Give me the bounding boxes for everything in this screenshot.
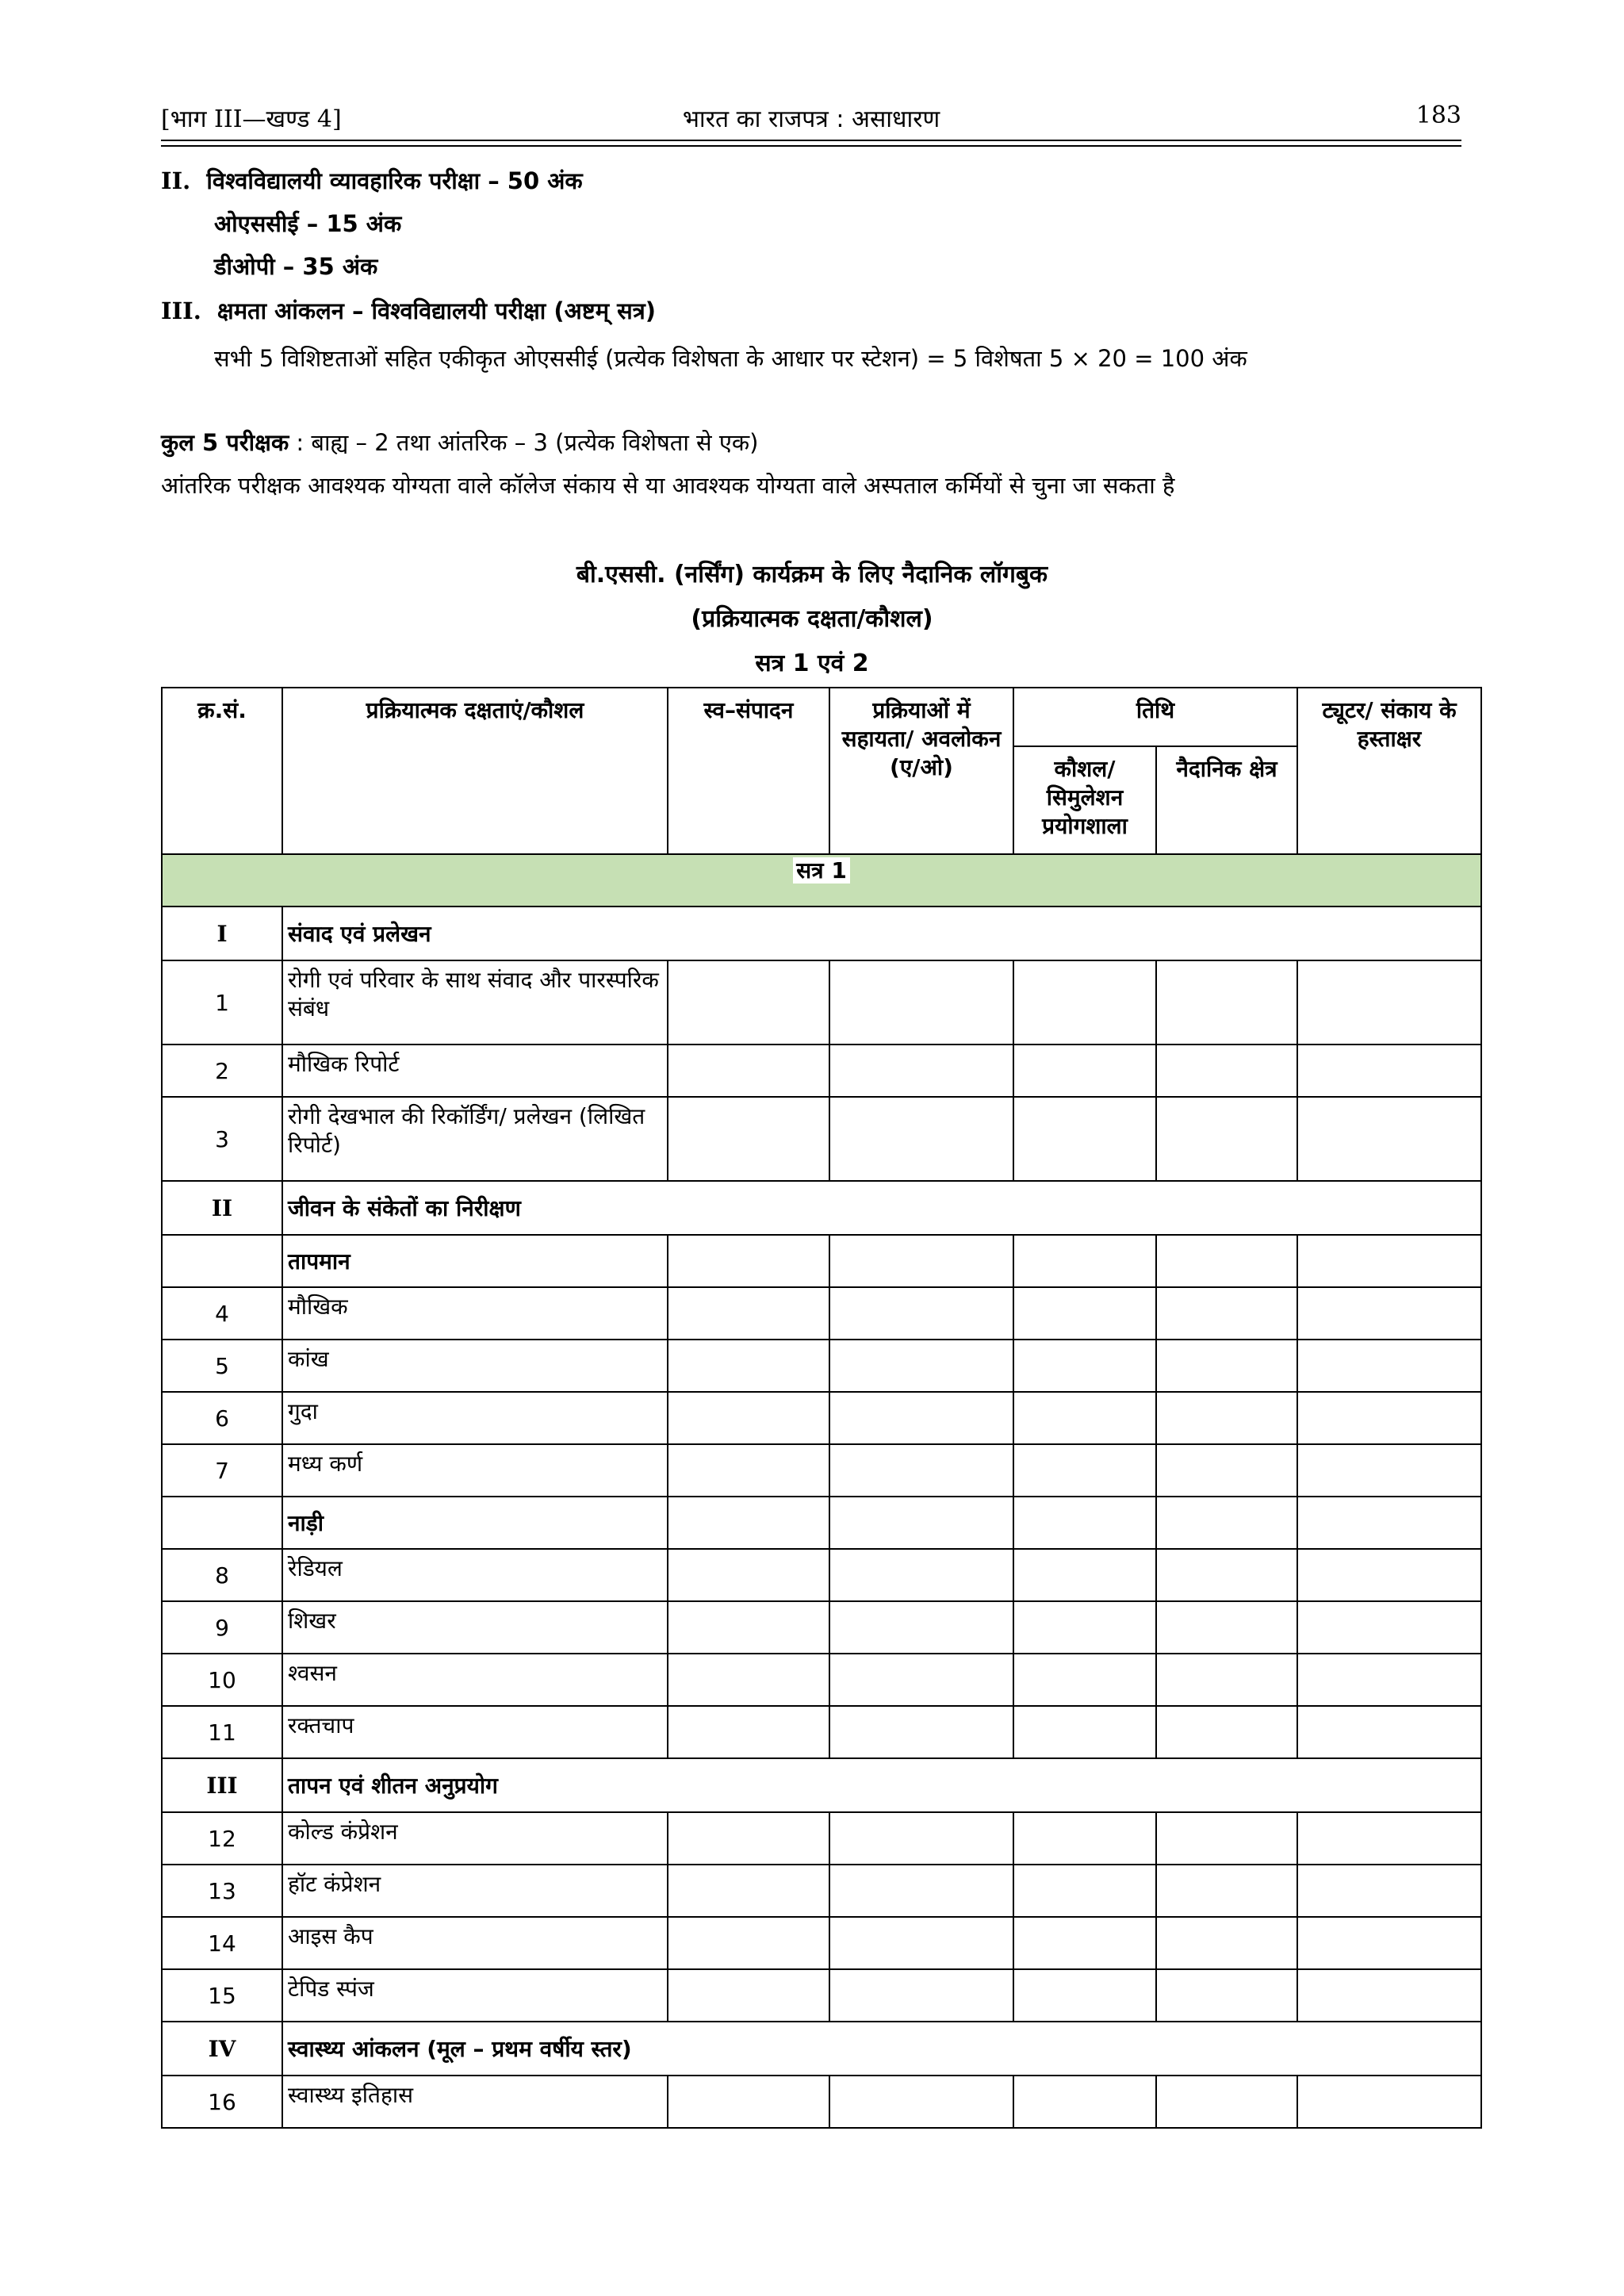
entry-cell[interactable] <box>1297 1287 1481 1340</box>
entry-cell[interactable] <box>829 1865 1013 1917</box>
table-row: 12 कोल्ड कंप्रेशन <box>162 1812 1481 1865</box>
entry-cell[interactable] <box>1156 1097 1297 1181</box>
entry-cell[interactable] <box>1013 1917 1156 1969</box>
entry-cell[interactable] <box>829 1812 1013 1865</box>
entry-cell[interactable] <box>829 1706 1013 1758</box>
entry-cell[interactable] <box>668 1235 829 1287</box>
entry-cell[interactable] <box>668 1706 829 1758</box>
entry-cell[interactable] <box>1013 1097 1156 1181</box>
entry-cell[interactable] <box>668 1340 829 1392</box>
entry-cell[interactable] <box>829 1235 1013 1287</box>
entry-cell[interactable] <box>1013 1865 1156 1917</box>
entry-cell[interactable] <box>1013 1444 1156 1497</box>
table-row: 9 शिखर <box>162 1601 1481 1654</box>
entry-cell[interactable] <box>1013 1287 1156 1340</box>
entry-cell[interactable] <box>829 1340 1013 1392</box>
entry-cell[interactable] <box>1297 1444 1481 1497</box>
table-row: 11 रक्तचाप <box>162 1706 1481 1758</box>
section-row: III तापन एवं शीतन अनुप्रयोग <box>162 1758 1481 1812</box>
entry-cell[interactable] <box>1156 960 1297 1045</box>
table-row: 16 स्वास्थ्य इतिहास <box>162 2076 1481 2128</box>
table-row: 4 मौखिक <box>162 1287 1481 1340</box>
entry-cell[interactable] <box>668 1865 829 1917</box>
entry-cell[interactable] <box>829 1969 1013 2022</box>
logbook-title: बी.एससी. (नर्सिंग) कार्यक्रम के लिए नैदानिक लॉगबुक <box>576 561 1048 588</box>
entry-cell[interactable] <box>1156 1340 1297 1392</box>
entry-cell[interactable] <box>668 1045 829 1097</box>
entry-cell[interactable] <box>1156 1444 1297 1497</box>
entry-cell[interactable] <box>1013 1706 1156 1758</box>
entry-cell[interactable] <box>1297 1549 1481 1601</box>
entry-cell[interactable] <box>829 2076 1013 2128</box>
entry-cell[interactable] <box>1156 1549 1297 1601</box>
entry-cell[interactable] <box>1297 2076 1481 2128</box>
section-row: II जीवन के संकेतों का निरीक्षण <box>162 1181 1481 1235</box>
entry-cell[interactable] <box>829 1392 1013 1444</box>
entry-cell[interactable] <box>829 1601 1013 1654</box>
gazette-part: [भाग III—खण्ड 4] <box>161 105 342 133</box>
entry-cell[interactable] <box>1013 1235 1156 1287</box>
entry-cell[interactable] <box>829 960 1013 1045</box>
entry-cell[interactable] <box>1013 1654 1156 1706</box>
entry-cell[interactable] <box>668 1917 829 1969</box>
entry-cell[interactable] <box>668 1444 829 1497</box>
semester-row: सत्र 1 <box>162 854 1481 907</box>
entry-cell[interactable] <box>1297 1235 1481 1287</box>
header-rule <box>161 140 1461 141</box>
entry-cell[interactable] <box>1156 1969 1297 2022</box>
entry-cell[interactable] <box>668 960 829 1045</box>
entry-cell[interactable] <box>1297 1340 1481 1392</box>
page-number: 183 <box>1415 102 1461 129</box>
page-header <box>161 102 1461 136</box>
entry-cell[interactable] <box>829 1917 1013 1969</box>
entry-cell[interactable] <box>1297 1654 1481 1706</box>
entry-cell[interactable] <box>1297 1706 1481 1758</box>
table-row: 5 कांख <box>162 1340 1481 1392</box>
entry-cell[interactable] <box>1156 1706 1297 1758</box>
entry-cell[interactable] <box>668 1097 829 1181</box>
entry-cell[interactable] <box>668 1969 829 2022</box>
entry-cell[interactable] <box>1013 1392 1156 1444</box>
subhead-row: नाड़ी <box>162 1497 1481 1549</box>
table-row: 7 मध्य कर्ण <box>162 1444 1481 1497</box>
entry-cell[interactable] <box>1013 1045 1156 1097</box>
entry-cell[interactable] <box>1297 1392 1481 1444</box>
entry-cell[interactable] <box>1156 1392 1297 1444</box>
entry-cell[interactable] <box>829 1497 1013 1549</box>
exam-dop: डीओपी – 35 अंक <box>214 253 378 280</box>
entry-cell[interactable] <box>1156 1812 1297 1865</box>
clinical-logbook-table <box>161 687 1482 2129</box>
col-header-self: स्व–संपादन <box>668 688 829 854</box>
subhead-row: तापमान <box>162 1235 1481 1287</box>
logbook-semesters: सत्र 1 एवं 2 <box>755 650 869 677</box>
entry-cell[interactable] <box>1013 1340 1156 1392</box>
entry-cell[interactable] <box>668 1601 829 1654</box>
exam-osce: ओएससीई – 15 अंक <box>214 210 402 237</box>
entry-cell[interactable] <box>1156 1045 1297 1097</box>
table-row: 10 श्वसन <box>162 1654 1481 1706</box>
entry-cell[interactable] <box>668 1287 829 1340</box>
entry-cell[interactable] <box>1013 960 1156 1045</box>
entry-cell[interactable] <box>668 1392 829 1444</box>
exam-iii: III. क्षमता आंकलन – विश्वविद्यालयी परीक्षा (अष्टम् सत्र) <box>161 297 657 324</box>
table-row: 2 मौखिक रिपोर्ट <box>162 1045 1481 1097</box>
exam-iii-detail: सभी 5 विशिष्टताओं सहित एकीकृत ओएससीई (प्रत्येक विशेषता के आधार पर स्टेशन) = 5 विशेषता 5 × 20 = 100 अंक <box>214 345 1247 372</box>
entry-cell[interactable] <box>829 1287 1013 1340</box>
entry-cell[interactable] <box>668 1654 829 1706</box>
table-row: 15 टेपिड स्पंज <box>162 1969 1481 2022</box>
entry-cell[interactable] <box>1297 1045 1481 1097</box>
entry-cell[interactable] <box>829 1549 1013 1601</box>
examiners-line: कुल 5 परीक्षक : बाह्य – 2 तथा आंतरिक – 3 (प्रत्येक विशेषता से एक) <box>161 429 759 456</box>
section-row: IV स्वास्थ्य आंकलन (मूल – प्रथम वर्षीय स्तर) <box>162 2022 1481 2076</box>
col-header-skills: प्रक्रियात्मक दक्षताएं/कौशल <box>282 688 668 854</box>
entry-cell[interactable] <box>1013 1969 1156 2022</box>
section-row: I संवाद एवं प्रलेखन <box>162 907 1481 960</box>
entry-cell[interactable] <box>668 1549 829 1601</box>
entry-cell[interactable] <box>1297 1865 1481 1917</box>
entry-cell[interactable] <box>829 1097 1013 1181</box>
entry-cell[interactable] <box>1156 2076 1297 2128</box>
col-header-date: तिथि <box>1013 688 1297 746</box>
entry-cell[interactable] <box>1156 1917 1297 1969</box>
logbook-subtitle: (प्रक्रियात्मक दक्षता/कौशल) <box>691 605 933 633</box>
table-row: 6 गुदा <box>162 1392 1481 1444</box>
entry-cell[interactable] <box>1297 1917 1481 1969</box>
entry-cell[interactable] <box>829 1444 1013 1497</box>
entry-cell[interactable] <box>1297 1601 1481 1654</box>
table-row: 1 रोगी एवं परिवार के साथ संवाद और पारस्परिक संबंध <box>162 960 1481 1045</box>
gazette-title: भारत का राजपत्र : असाधारण <box>682 105 940 133</box>
entry-cell[interactable] <box>1013 1601 1156 1654</box>
entry-cell[interactable] <box>1297 1812 1481 1865</box>
entry-cell[interactable] <box>1013 2076 1156 2128</box>
table-row: 14 आइस कैप <box>162 1917 1481 1969</box>
table-row: 3 रोगी देखभाल की रिकॉर्डिंग/ प्रलेखन (लिखित रिपोर्ट) <box>162 1097 1481 1181</box>
col-header-assist: प्रक्रियाओं में सहायता/ अवलोकन (ए/ओ) <box>829 688 1013 854</box>
entry-cell[interactable] <box>1156 1654 1297 1706</box>
internal-examiner-note: आंतरिक परीक्षक आवश्यक योग्यता वाले कॉलेज संकाय से या आवश्यक योग्यता वाले अस्पताल कर्मियों से चुना जा सकता है <box>161 472 1175 499</box>
entry-cell[interactable] <box>1156 1865 1297 1917</box>
entry-cell[interactable] <box>1297 960 1481 1045</box>
entry-cell[interactable] <box>829 1045 1013 1097</box>
exam-ii: II. विश्वविद्यालयी व्यावहारिक परीक्षा – 50 अंक <box>161 167 583 194</box>
entry-cell[interactable] <box>1156 1601 1297 1654</box>
entry-cell[interactable] <box>1013 1549 1156 1601</box>
entry-cell[interactable] <box>1013 1812 1156 1865</box>
entry-cell[interactable] <box>668 1812 829 1865</box>
col-header-sno: क्र.सं. <box>162 688 282 854</box>
col-header-signature: ट्यूटर/ संकाय के हस्ताक्षर <box>1297 688 1481 854</box>
entry-cell[interactable] <box>1013 1497 1156 1549</box>
header-rule-double <box>161 145 1461 147</box>
entry-cell[interactable] <box>1297 1097 1481 1181</box>
table-row: 13 हॉट कंप्रेशन <box>162 1865 1481 1917</box>
entry-cell[interactable] <box>1297 1969 1481 2022</box>
col-header-skill-lab: कौशल/ सिमुलेशन प्रयोगशाला <box>1013 746 1156 854</box>
col-header-clinical: नैदानिक क्षेत्र <box>1156 746 1297 854</box>
entry-cell[interactable] <box>1297 1497 1481 1549</box>
entry-cell[interactable] <box>668 1497 829 1549</box>
entry-cell[interactable] <box>1156 1235 1297 1287</box>
entry-cell[interactable] <box>829 1654 1013 1706</box>
entry-cell[interactable] <box>1156 1287 1297 1340</box>
table-row: 8 रेडियल <box>162 1549 1481 1601</box>
entry-cell[interactable] <box>668 2076 829 2128</box>
entry-cell[interactable] <box>1156 1497 1297 1549</box>
